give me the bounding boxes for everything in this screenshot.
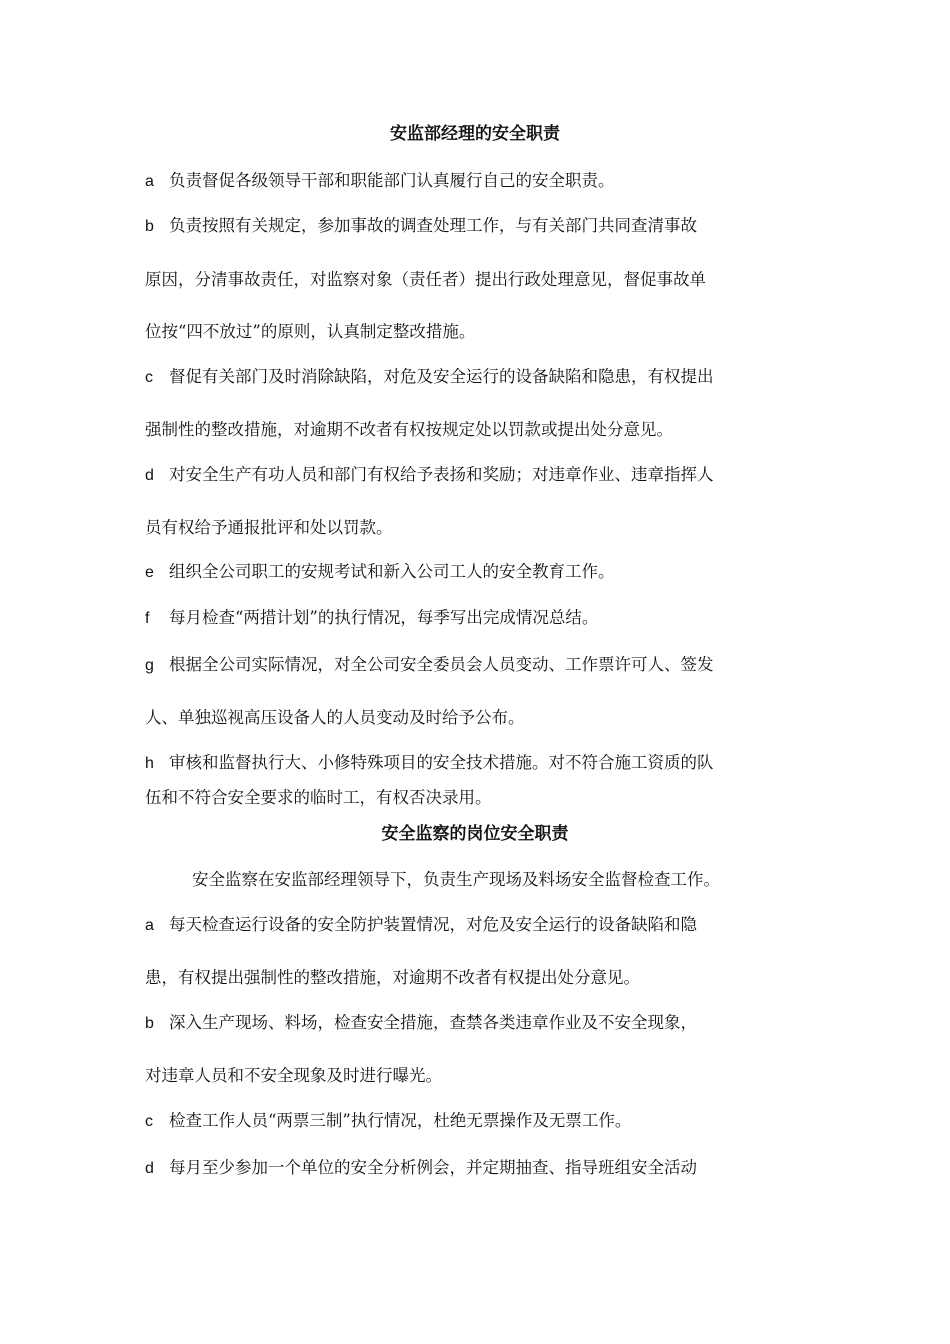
section-title: 安全监察的岗位安全职责 bbox=[381, 824, 569, 844]
list-item-line: c 督促有关部门及时消除缺陷，对危及安全运行的设备缺陷和隐患，有权提出 bbox=[145, 367, 714, 386]
list-item-line: d 每月至少参加一个单位的安全分析例会，并定期抽查、指导班组安全活动 bbox=[145, 1158, 697, 1177]
list-item-line: a 每天检查运行设备的安全防护装置情况，对危及安全运行的设备缺陷和隐 bbox=[145, 915, 697, 934]
list-item-continuation: 员有权给予通报批评和处以罚款。 bbox=[145, 518, 393, 537]
list-item-line: g 根据全公司实际情况，对全公司安全委员会人员变动、工作票许可人、签发 bbox=[145, 655, 714, 674]
item-marker: d bbox=[145, 467, 154, 484]
list-item-line: f 每月检查“两措计划”的执行情况，每季写出完成情况总结。 bbox=[145, 608, 599, 627]
list-item-line: c 检查工作人员“两票三制”执行情况，杜绝无票操作及无票工作。 bbox=[145, 1111, 632, 1130]
item-marker: h bbox=[145, 755, 154, 772]
item-marker: d bbox=[145, 1160, 154, 1177]
list-item-line: e 组织全公司职工的安规考试和新入公司工人的安全教育工作。 bbox=[145, 562, 615, 581]
list-item-continuation: 强制性的整改措施，对逾期不改者有权按规定处以罚款或提出处分意见。 bbox=[145, 420, 673, 439]
section-title: 安监部经理的安全职责 bbox=[390, 124, 560, 144]
item-marker: a bbox=[145, 173, 154, 190]
list-item-line: b 负责按照有关规定，参加事故的调查处理工作，与有关部门共同查清事故 bbox=[145, 216, 697, 235]
list-item-continuation: 伍和不符合安全要求的临时工，有权否决录用。 bbox=[145, 788, 492, 807]
item-marker: g bbox=[145, 657, 154, 674]
list-item-continuation: 患，有权提出强制性的整改措施，对逾期不改者有权提出处分意见。 bbox=[145, 968, 640, 987]
list-item-continuation: 对违章人员和不安全现象及时进行曝光。 bbox=[145, 1066, 442, 1085]
list-item-line: h 审核和监督执行大、小修特殊项目的安全技术措施。对不符合施工资质的队 bbox=[145, 753, 714, 772]
item-marker: c bbox=[145, 369, 153, 386]
item-marker: b bbox=[145, 218, 154, 235]
section-intro: 安全监察在安监部经理领导下，负责生产现场及料场安全监督检查工作。 bbox=[192, 870, 720, 889]
item-marker: a bbox=[145, 917, 154, 934]
item-marker: e bbox=[145, 564, 154, 581]
item-marker: b bbox=[145, 1015, 154, 1032]
list-item-continuation: 人、单独巡视高压设备人的人员变动及时给予公布。 bbox=[145, 708, 525, 727]
item-marker: f bbox=[145, 610, 150, 627]
list-item-continuation: 位按“四不放过”的原则，认真制定整改措施。 bbox=[145, 322, 476, 341]
list-item-line: b 深入生产现场、料场，检查安全措施，查禁各类违章作业及不安全现象， bbox=[145, 1013, 697, 1032]
item-marker: c bbox=[145, 1113, 153, 1130]
list-item-line: a 负责督促各级领导干部和职能部门认真履行自己的安全职责。 bbox=[145, 171, 615, 190]
list-item-continuation: 原因，分清事故责任，对监察对象（责任者）提出行政处理意见，督促事故单 bbox=[145, 270, 706, 289]
list-item-line: d 对安全生产有功人员和部门有权给予表扬和奖励；对违章作业、违章指挥人 bbox=[145, 465, 714, 484]
